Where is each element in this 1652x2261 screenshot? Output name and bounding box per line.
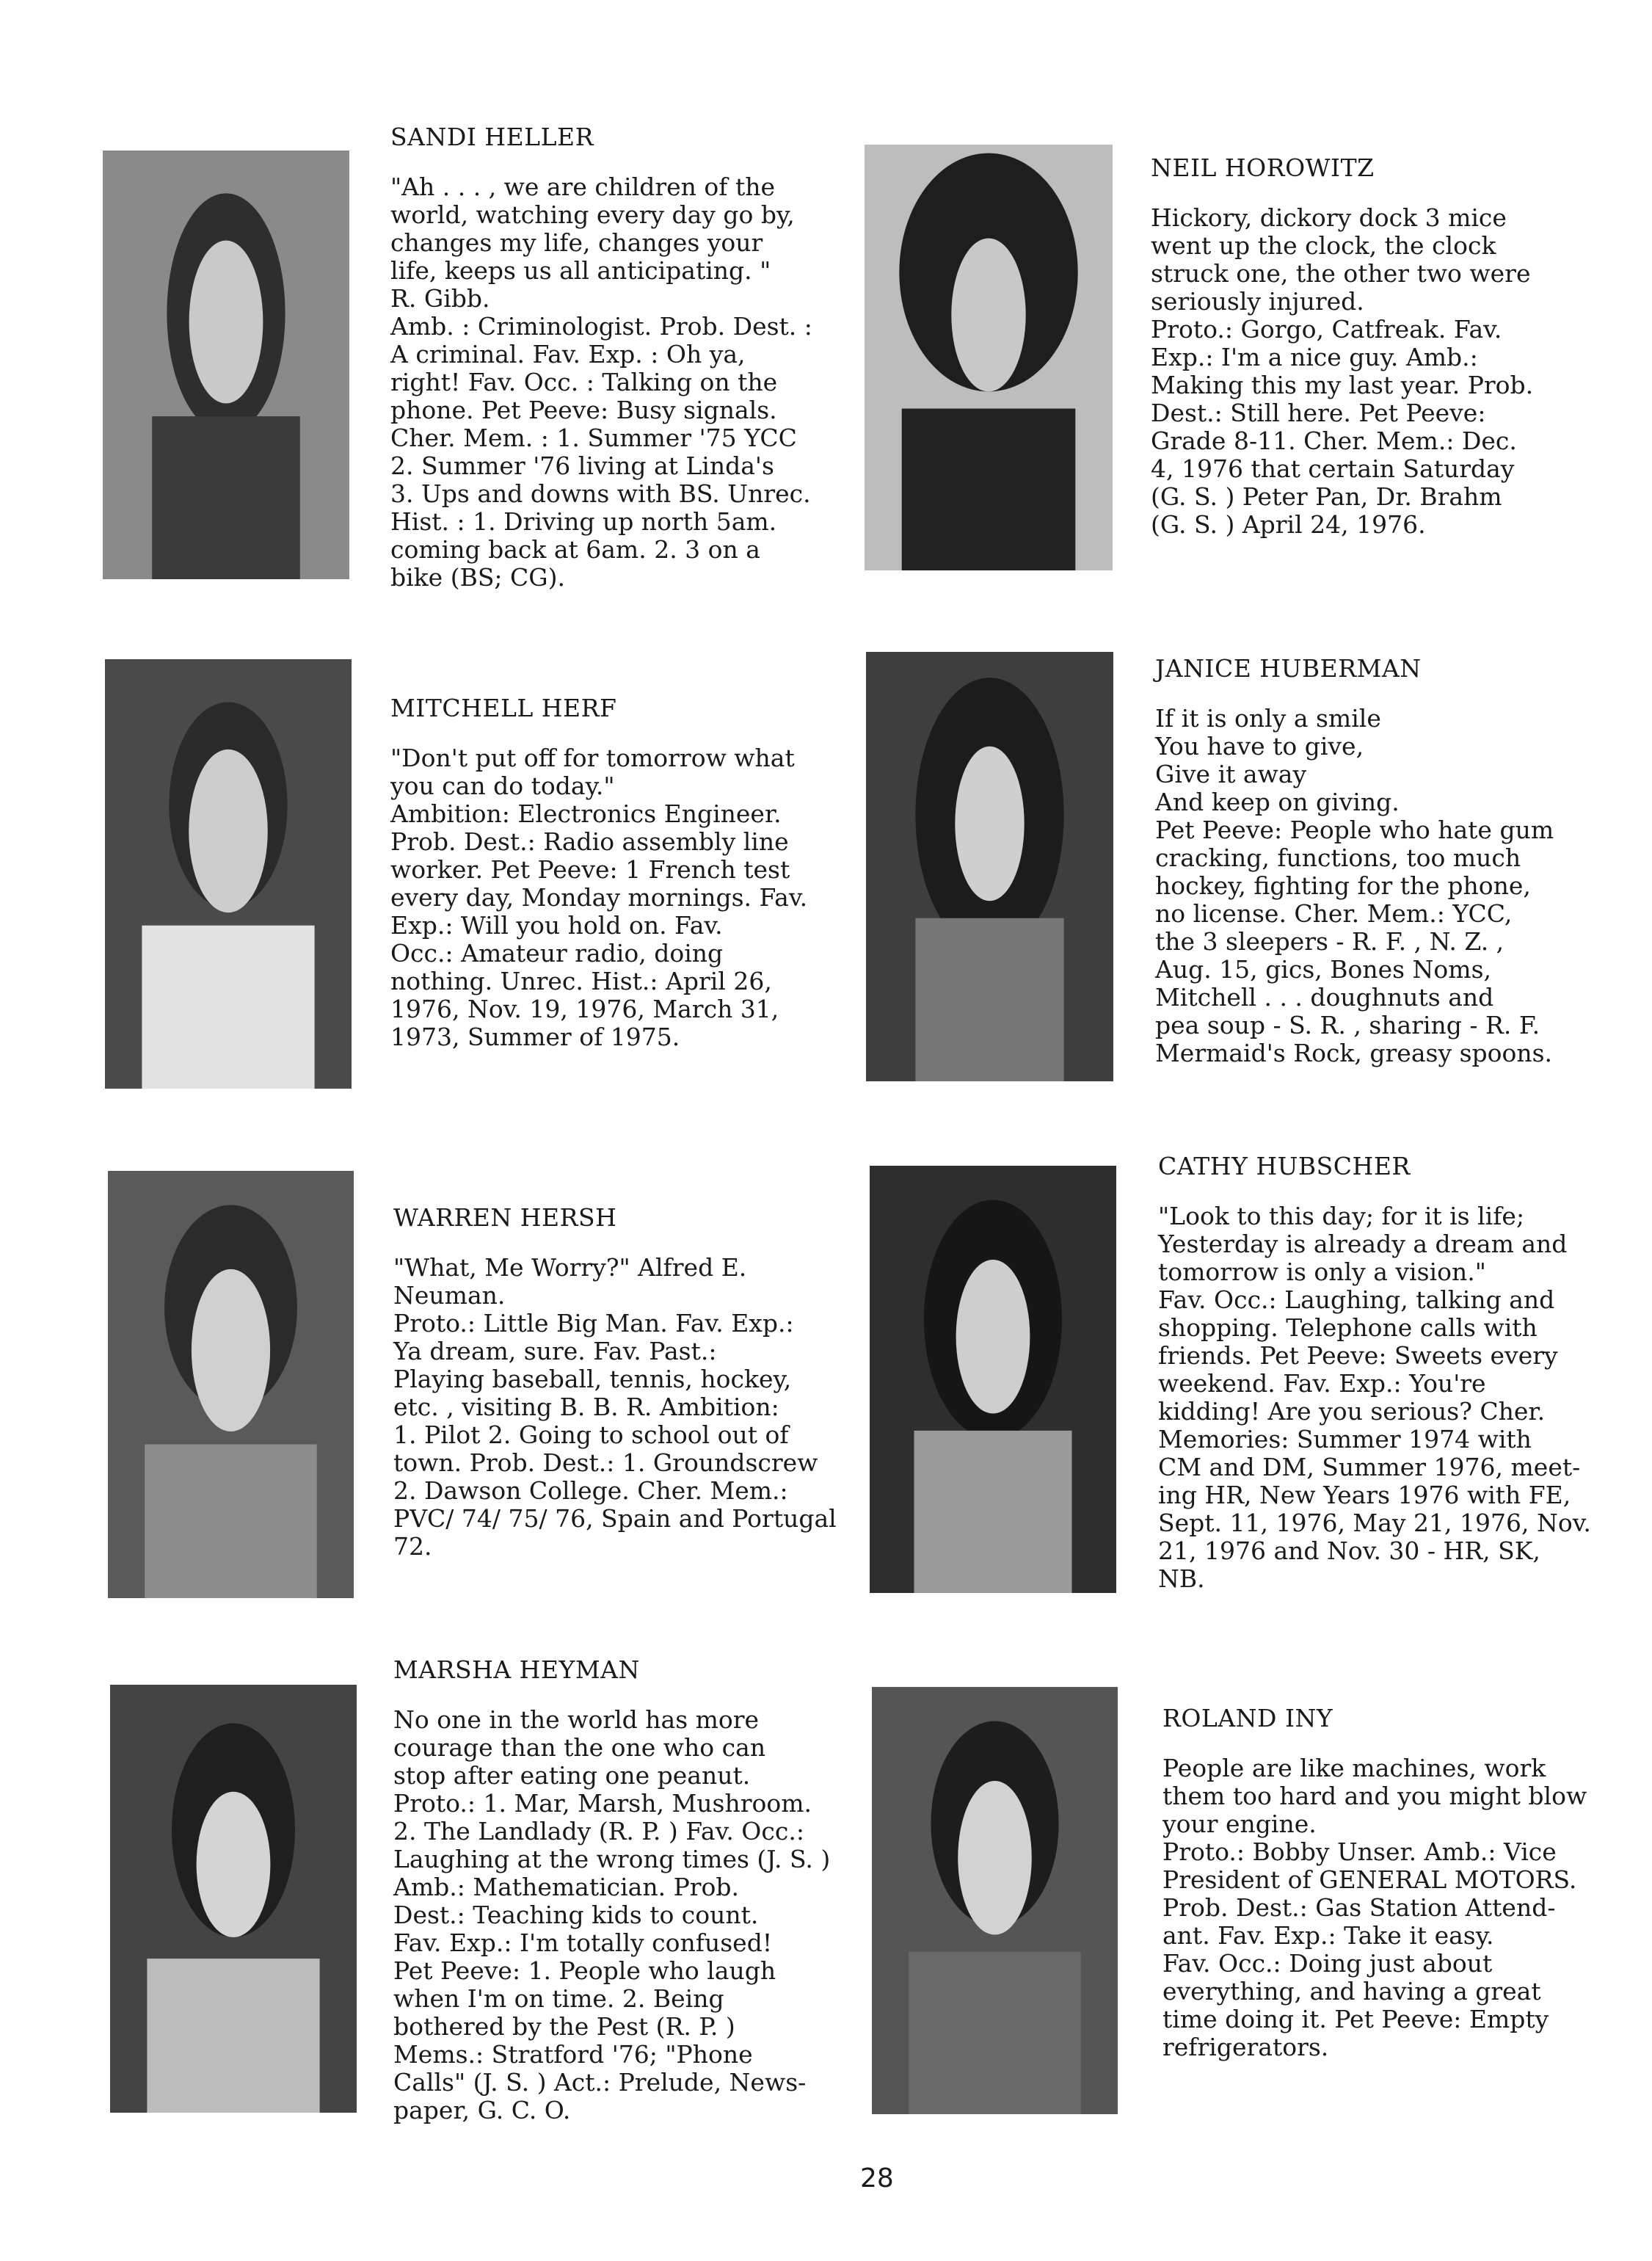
portrait-photo [105,659,352,1089]
student-name: WARREN HERSH [393,1203,617,1232]
bio-line: 21, 1976 and Nov. 30 - HR, SK, [1158,1536,1540,1565]
bio-line: nothing. Unrec. Hist.: April 26, [390,967,772,995]
bio-line: Ambition: Electronics Engineer. [390,799,782,828]
bio-line: life, keeps us all anticipating. " [390,256,771,285]
bio-line: phone. Pet Peeve: Busy signals. [390,396,777,424]
bio-line: Sept. 11, 1976, May 21, 1976, Nov. [1158,1509,1591,1537]
bio-line: no license. Cher. Mem.: YCC, [1155,899,1513,928]
bio-line: (G. S. ) Peter Pan, Dr. Brahm [1151,482,1502,511]
bio-line: Making this my last year. Prob. [1151,371,1534,399]
bio-line: seriously injured. [1151,287,1364,316]
portrait-photo [870,1166,1116,1593]
bio-line: Dest.: Still here. Pet Peeve: [1151,399,1486,427]
bio-line: Neuman. [393,1281,506,1310]
bio-line: Playing baseball, tennis, hockey, [393,1365,792,1393]
student-name: SANDI HELLER [390,123,594,151]
bio-line: Occ.: Amateur radio, doing [390,939,724,968]
bio-line: went up the clock, the clock [1151,231,1496,260]
bio-line: CM and DM, Summer 1976, meet- [1158,1453,1581,1481]
page-number: 28 [860,2163,894,2193]
student-name: CATHY HUBSCHER [1158,1152,1411,1180]
bio-line: Fav. Exp.: I'm totally confused! [393,1928,773,1957]
bio-line: Aug. 15, gics, Bones Noms, [1155,955,1492,984]
bio-line: bothered by the Pest (R. P. ) [393,2012,735,2041]
bio-line: courage than the one who can [393,1733,766,1762]
bio-line: changes my life, changes your [390,228,763,257]
bio-line: 1. Pilot 2. Going to school out of [393,1420,789,1449]
bio-line: 2. The Landlady (R. P. ) Fav. Occ.: [393,1817,804,1846]
bio-line: right! Fav. Occ. : Talking on the [390,368,778,396]
bio-line: 2. Summer '76 living at Linda's [390,451,774,480]
bio-line: hockey, fighting for the phone, [1155,871,1531,900]
bio-line: your engine. [1162,1810,1317,1838]
bio-line: NB. [1158,1564,1205,1593]
bio-line: (G. S. ) April 24, 1976. [1151,510,1426,539]
student-bio [1155,705,1618,1067]
bio-line: Give it away [1155,760,1307,788]
bio-line: town. Prob. Dest.: 1. Groundscrew [393,1448,818,1477]
bio-line: And keep on giving. [1155,788,1400,816]
bio-line: Ya dream, sure. Fav. Past.: [393,1337,717,1365]
bio-line: etc. , visiting B. B. R. Ambition: [393,1393,779,1421]
bio-line: Mitchell . . . doughnuts and [1155,983,1494,1012]
bio-line: Proto.: 1. Mar, Marsh, Mushroom. [393,1789,812,1818]
bio-line: weekend. Fav. Exp.: You're [1158,1369,1486,1398]
bio-line: Proto.: Bobby Unser. Amb.: Vice [1162,1837,1557,1866]
student-entry [1155,655,1618,1067]
bio-line: 2. Dawson College. Cher. Mem.: [393,1476,788,1505]
student-entry [1151,154,1613,539]
bio-line: PVC/ 74/ 75/ 76, Spain and Portugal [393,1504,837,1533]
bio-line: 1976, Nov. 19, 1976, March 31, [390,995,779,1023]
bio-line: Cher. Mem. : 1. Summer '75 YCC [390,424,797,452]
bio-line: stop after eating one peanut. [393,1761,751,1790]
student-bio [1162,1754,1625,2061]
bio-line: "Don't put off for tomorrow what [390,744,795,772]
bio-line: pea soup - S. R. , sharing - R. F. [1155,1011,1540,1039]
student-bio [390,744,853,1051]
student-bio [393,1706,856,2124]
bio-line: No one in the world has more [393,1705,760,1734]
bio-line: Yesterday is already a dream and [1158,1230,1568,1258]
student-name: JANICE HUBERMAN [1155,654,1422,683]
portrait-photo [108,1171,354,1598]
bio-line: Pet Peeve: 1. People who laugh [393,1956,776,1985]
bio-line: Mems.: Stratford '76; "Phone [393,2040,753,2069]
bio-line: 3. Ups and downs with BS. Unrec. [390,479,811,508]
bio-line: A criminal. Fav. Exp. : Oh ya, [390,340,746,369]
student-entry [390,694,853,1051]
portrait-photo [103,150,349,579]
bio-line: when I'm on time. 2. Being [393,1984,724,2013]
bio-line: everything, and having a great [1162,1977,1541,2006]
bio-line: cracking, functions, too much [1155,843,1521,872]
bio-line: the 3 sleepers - R. F. , N. Z. , [1155,927,1504,956]
portrait-photo [110,1685,357,2113]
bio-line: coming back at 6am. 2. 3 on a [390,535,760,564]
student-bio [393,1254,856,1561]
bio-line: Amb.: Mathematician. Prob. [393,1873,740,1901]
bio-line: R. Gibb. [390,284,490,313]
portrait-photo [866,652,1113,1081]
bio-line: Memories: Summer 1974 with [1158,1425,1532,1454]
bio-line: Fav. Occ.: Doing just about [1162,1949,1493,1978]
bio-line: ing HR, New Years 1976 with FE, [1158,1481,1571,1509]
bio-line: worker. Pet Peeve: 1 French test [390,855,790,884]
bio-line: Exp.: I'm a nice guy. Amb.: [1151,343,1478,371]
bio-line: 1973, Summer of 1975. [390,1023,680,1051]
bio-line: them too hard and you might blow [1162,1782,1587,1810]
bio-line: You have to give, [1155,732,1364,761]
bio-line: kidding! Are you serious? Cher. [1158,1397,1546,1426]
bio-line: world, watching every day go by, [390,200,795,229]
student-name: ROLAND INY [1162,1704,1333,1732]
bio-line: President of GENERAL MOTORS. [1162,1865,1577,1894]
bio-line: Grade 8-11. Cher. Mem.: Dec. [1151,427,1517,455]
bio-line: shopping. Telephone calls with [1158,1313,1538,1342]
bio-line: every day, Monday mornings. Fav. [390,883,808,912]
bio-line: "What, Me Worry?" Alfred E. [393,1253,747,1282]
bio-line: Proto.: Little Big Man. Fav. Exp.: [393,1309,794,1338]
bio-line: tomorrow is only a vision." [1158,1257,1486,1286]
bio-line: People are like machines, work [1162,1754,1546,1782]
bio-line: Fav. Occ.: Laughing, talking and [1158,1285,1555,1314]
bio-line: Prob. Dest.: Radio assembly line [390,827,789,856]
student-entry [390,123,853,592]
bio-line: Dest.: Teaching kids to count. [393,1901,759,1929]
bio-line: paper, G. C. O. [393,2096,571,2124]
student-name: NEIL HOROWITZ [1151,153,1375,182]
bio-line: Amb. : Criminologist. Prob. Dest. : [390,312,812,341]
bio-line: Prob. Dest.: Gas Station Attend- [1162,1893,1556,1922]
bio-line: time doing it. Pet Peeve: Empty [1162,2005,1549,2033]
student-bio [1158,1202,1620,1593]
bio-line: struck one, the other two were [1151,259,1531,288]
student-name: MITCHELL HERF [390,694,617,722]
bio-line: you can do today." [390,772,615,800]
bio-line: If it is only a smile [1155,704,1381,733]
bio-line: friends. Pet Peeve: Sweets every [1158,1341,1558,1370]
bio-line: Proto.: Gorgo, Catfreak. Fav. [1151,315,1502,344]
bio-line: Hickory, dickory dock 3 mice [1151,203,1507,232]
student-name: MARSHA HEYMAN [393,1655,640,1684]
student-bio [390,173,853,592]
student-entry [393,1204,856,1561]
student-entry [393,1656,856,2124]
bio-line: "Ah . . . , we are children of the [390,173,776,201]
bio-line: Exp.: Will you hold on. Fav. [390,911,723,940]
bio-line: Calls" (J. S. ) Act.: Prelude, News- [393,2068,807,2097]
bio-line: 72. [393,1532,432,1561]
bio-line: Pet Peeve: People who hate gum [1155,816,1554,844]
bio-line: Hist. : 1. Driving up north 5am. [390,507,777,536]
bio-line: Laughing at the wrong times (J. S. ) [393,1845,831,1873]
portrait-photo [865,145,1113,570]
bio-line: "Look to this day; for it is life; [1158,1202,1525,1230]
bio-line: refrigerators. [1162,2033,1329,2061]
student-entry [1162,1705,1625,2061]
bio-line: 4, 1976 that certain Saturday [1151,454,1515,483]
student-entry [1158,1153,1620,1593]
bio-line: Mermaid's Rock, greasy spoons. [1155,1039,1553,1067]
bio-line: ant. Fav. Exp.: Take it easy. [1162,1921,1494,1950]
portrait-photo [872,1687,1118,2114]
bio-line: bike (BS; CG). [390,563,566,592]
student-bio [1151,204,1613,539]
